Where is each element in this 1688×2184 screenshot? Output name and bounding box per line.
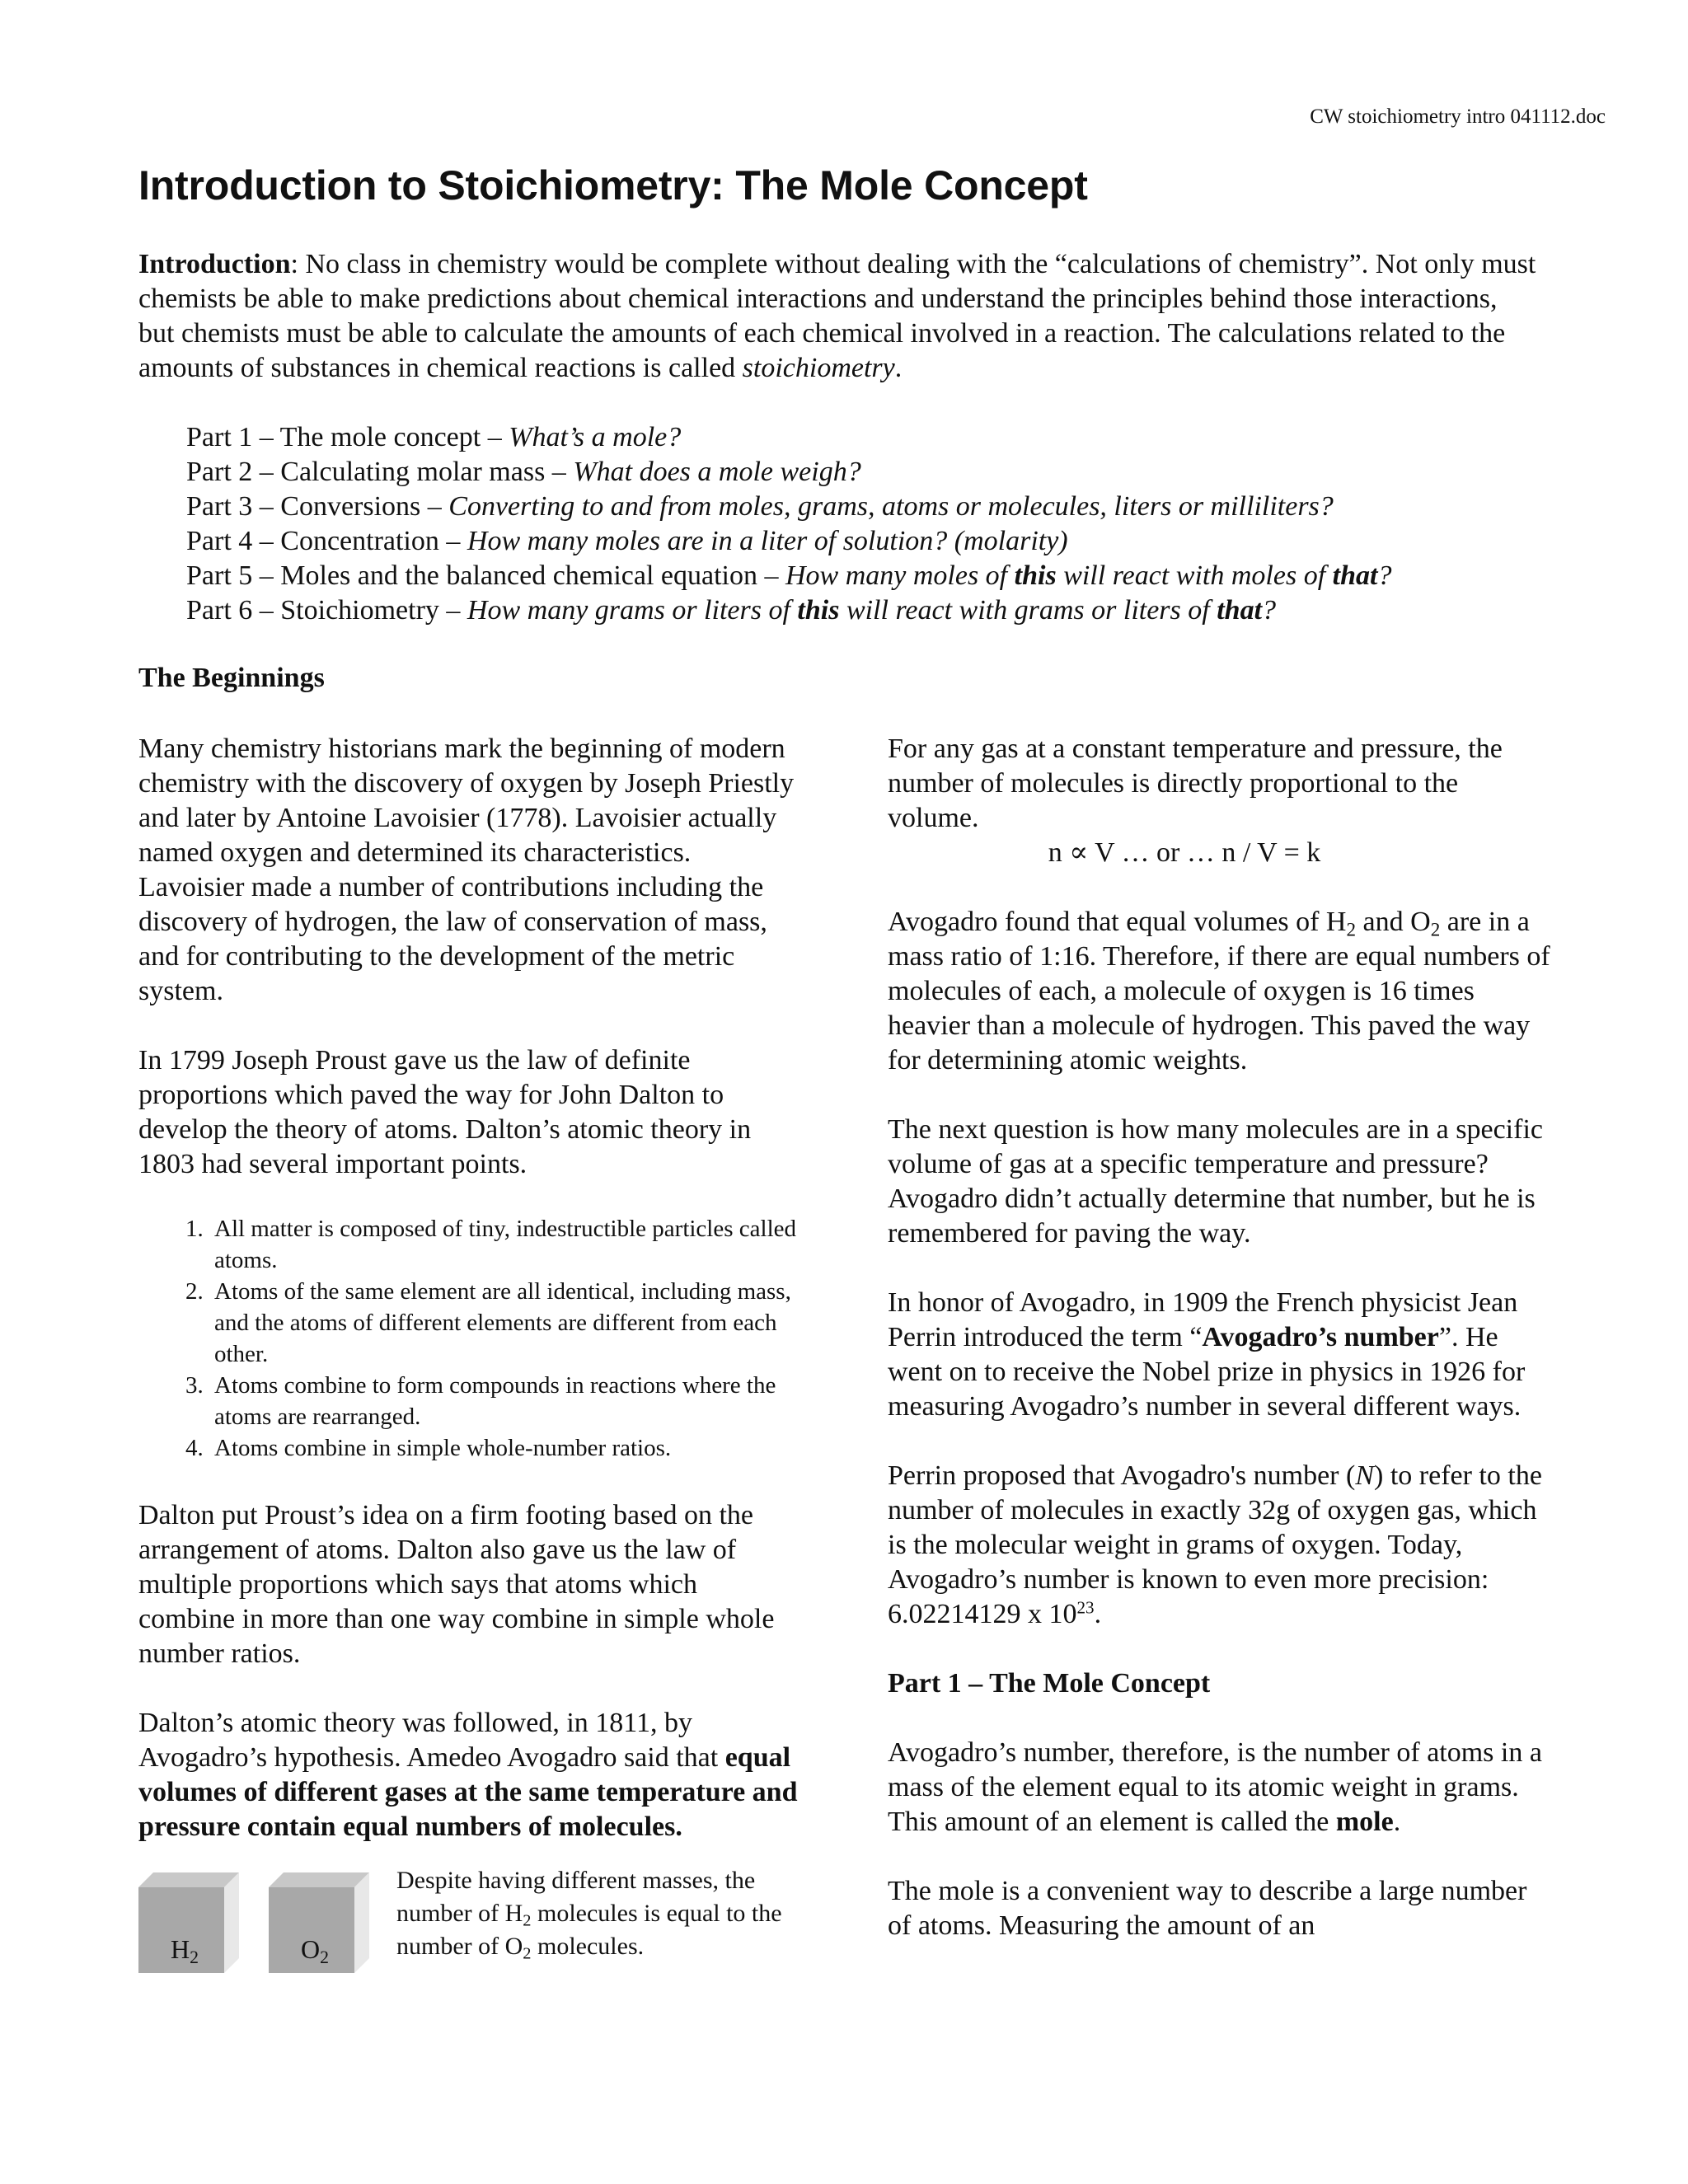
o2-cube-graphic <box>269 1872 368 1971</box>
paragraph-mole-convenience: The mole is a convenient way to describe a large number of atoms. Measuring the amount of an <box>888 1876 1527 1941</box>
part-item: Part 1 – The mole concept – What’s a mole? <box>186 422 682 452</box>
paragraph-avogadro-hypothesis: Dalton’s atomic theory was followed, in 1811, by Avogadro’s hypothesis. Amedeo Avogadro said that equal volumes of different gases at the same temperature and pressure contain equal numbers of molecules. <box>138 1708 798 1842</box>
proportionality-formula: n ∝ V … or … n / V = k <box>1048 837 1321 868</box>
parts-list <box>186 420 1587 628</box>
dalton-points-list <box>138 1213 798 1464</box>
paragraph-mass-ratio: Avogadro found that equal volumes of $H_2$ and $O_2$ are in a mass ratio of 1:16. Therefore, if there are equal numbers of molecules of each, a molecule of oxygen is 16 times heavier than a molecule of hydrogen. This paved the way for determining atomic weights. <box>888 907 1550 1076</box>
right-column <box>888 732 1555 1978</box>
section-heading-part1: Part 1 – The Mole Concept <box>888 1668 1211 1699</box>
intro-paragraph: Introduction: No class in chemistry would be complete without dealing with the “calculations of chemistry”. Not only must chemists be able to make predictions about chemical interactions and understand the principles behind those interactions, but chemists must be able to calculate the amounts of each chemical involved in a reaction. The calculations related to the amounts of substances in chemical reactions is called stoichiometry. <box>138 249 1536 383</box>
list-item: 1. All matter is composed of tiny, indestructible particles called atoms. <box>209 1213 798 1276</box>
paragraph-perrin: In honor of Avogadro, in 1909 the French physicist Jean Perrin introduced the term “Avogadro’s number”. He went on to receive the Nobel prize in physics in 1926 for measuring Avogadro’s number in several different ways. <box>888 1287 1526 1422</box>
intro-term: stoichiometry <box>742 353 895 383</box>
part-item: Part 4 – Concentration – How many moles are in a liter of solution? (molarity) <box>186 526 1068 556</box>
gas-cubes-figure <box>138 1864 798 1971</box>
intro-label: Introduction <box>138 249 291 279</box>
h2-cube-graphic <box>138 1872 237 1971</box>
avogadro-hypothesis-bold: equal volumes of different gases at the same temperature and pressure contain equal numbers of molecules. <box>138 1742 798 1842</box>
file-reference: CW stoichiometry intro 041112.doc <box>1310 105 1606 128</box>
part-item: Part 5 – Moles and the balanced chemical equation – How many moles of this will react with moles of that? <box>186 560 1392 591</box>
part-item: Part 3 – Conversions – Converting to and from moles, grams, atoms or molecules, liters or milliliters? <box>186 491 1334 522</box>
cube-caption: Despite having different masses, the number of $H_2$ molecules is equal to the number of $O_2$ molecules. <box>396 1867 782 1963</box>
paragraph-mole-definition: Avogadro’s number, therefore, is the number of atoms in a mass of the element equal to its atomic weight in grams. This amount of an element is called the mole. <box>888 1737 1542 1837</box>
h2-label: $H_2$ <box>171 1934 199 1968</box>
part-item: Part 6 – Stoichiometry – How many grams or liters of this will react with grams or liters of that? <box>186 595 1277 626</box>
list-item: 3. Atoms combine to form compounds in reactions where the atoms are rearranged. <box>209 1370 798 1432</box>
list-item: 2. Atoms of the same element are all identical, including mass, and the atoms of different elements are different from each other. <box>209 1276 798 1370</box>
avogadros-number-term: Avogadro’s number <box>1202 1322 1439 1352</box>
section-heading-beginnings: The Beginnings <box>138 663 325 693</box>
paragraph-avogadro-number: Perrin proposed that Avogadro's number (N) to refer to the number of molecules in exactly 32g of oxygen gas, which is the molecular weight in grams of oxygen. Today, Avogadro’s number is known to even more precision: 6.02214129 x $10^{23}$. <box>888 1460 1542 1629</box>
paragraph-gas-volume: For any gas at a constant temperature and pressure, the number of molecules is directly proportional to the volume. <box>888 733 1503 833</box>
paragraph-proust: In 1799 Joseph Proust gave us the law of definite proportions which paved the way for John Dalton to develop the theory of atoms. Dalton’s atomic theory in 1803 had several important points. <box>138 1045 752 1179</box>
page-title: Introduction to Stoichiometry: The Mole Concept <box>138 162 1088 209</box>
mole-term: mole <box>1335 1807 1394 1837</box>
o2-label: $O_2$ <box>301 1934 329 1968</box>
left-column <box>138 732 798 1971</box>
list-item: 4. Atoms combine in simple whole-number ratios. <box>209 1432 798 1464</box>
intro-text: : No class in chemistry would be complete without dealing with the “calculations of chemistry”. Not only must chemists be able to make predictions about chemical interactions and understand the principles behind those interactions, but chemists must be able to calculate the amounts of each chemical involved in a reaction. The calculations related to the amounts of substances in chemical reactions is called <box>138 249 1536 383</box>
paragraph-dalton: Dalton put Proust’s idea on a firm footing based on the arrangement of atoms. Dalton also gave us the law of multiple proportions which says that atoms which combine in more than one way combine in simple whole number ratios. <box>138 1500 775 1669</box>
part-item: Part 2 – Calculating molar mass – What does a mole weigh? <box>186 457 861 487</box>
paragraph-history: Many chemistry historians mark the beginning of modern chemistry with the discovery of oxygen by Joseph Priestly and later by Antoine Lavoisier (1778). Lavoisier actually named oxygen and determined its characteristics. Lavoisier made a number of contributions including the discovery of hydrogen, the law of conservation of mass, and for contributing to the development of the metric system. <box>138 733 795 1006</box>
paragraph-next-question: The next question is how many molecules are in a specific volume of gas at a specific temperature and pressure? Avogadro didn’t actually determine that number, but he is remembered for paving the way. <box>888 1114 1543 1249</box>
